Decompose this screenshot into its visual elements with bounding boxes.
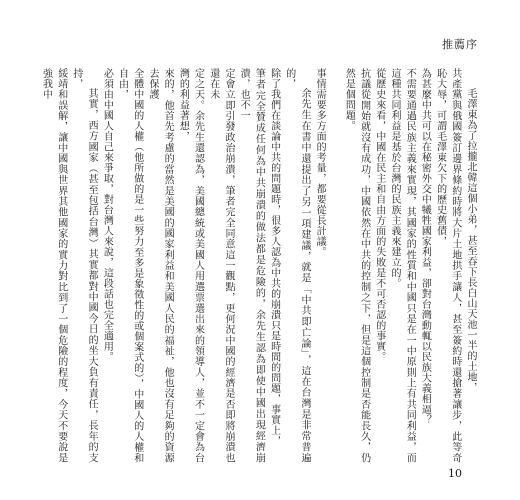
paragraph: 其實，西方國家（甚至包括台灣）其實都對中國今日的坐大負有責任，長年的支持， bbox=[70, 68, 98, 463]
paragraph: 抗議從開始就沒有成功，中國依然在中共的控制之下，但是這個控制是否能長久，仍然是個問題。 bbox=[343, 68, 370, 463]
page-header bbox=[0, 0, 520, 60]
paragraph: 除了我們在談論中共的問題時，很多人認為中共的崩潰只是時間的問題，事實上， bbox=[268, 68, 280, 446]
running-head-title: 推薦序 bbox=[442, 38, 478, 51]
paragraph: 必須由中國人自己來爭取，對台灣人來說，這段話也完全適用。 bbox=[101, 68, 113, 362]
paragraph: 綏靖和誤解，讓中國與世界其他國家的實力對比到了一個危險的程度，今天不要說是強我中 bbox=[40, 68, 67, 463]
paragraph: 為甚麼中共可以在秘密外交中犧牲國家利益，卻對台灣動輒以民族大義相逼？ bbox=[419, 68, 431, 425]
paragraph: 余先生在書中還提出了另一項建議，就是「中共即亡論」，這在台灣是非常普遍的， bbox=[283, 68, 310, 463]
paragraph: 定會立即引發政治崩潰，筆者完全同意這一觀點，更何況中國的經濟是否即將崩潰也還在未 bbox=[207, 68, 234, 463]
paragraph: 毛澤東為了拉攏北韓這個小弟，甚至吞下長白山天池一半的土地， bbox=[465, 88, 476, 393]
paragraph: 筆者完全贊成任何為中共崩潰的做法都是危險的，余先生認為即使中國出現經濟崩潰，也不一 bbox=[238, 68, 265, 463]
paragraph: 定之天。余先生還認為，美國總統或美國人用選票選出來的領導人，並不一定會為台灣的利益著想， bbox=[177, 68, 204, 463]
paragraph: 從歷史來看，中國在民主和自由方面的失敗是不可否認的事實。 bbox=[373, 68, 385, 362]
paragraph: 全體中國的人權（他所做的是一些努力至多是象徵性的或個案式的），中國人的人權和自由， bbox=[116, 68, 143, 463]
paragraph: 不需要通過民族主義來實現，其國家的性質和中國只是在一中原則上有共同利益，而這種共同利益是基於台灣的民族主義來建立的。 bbox=[388, 68, 416, 463]
paragraph: 來的，他首先考慮的當然是美國的國家利益和美國人民的福祉，他也沒有足夠的資源去保護 bbox=[146, 68, 174, 463]
paragraph: 事情需要多方面的考量，都要從長計議。 bbox=[314, 68, 326, 257]
paragraph: 共產黨與俄國簽訂邊界條約時將大片土地拱手讓人，甚至簽約時還搶著讓步，此等奇恥大辱，可謂毛澤東欠下的歷史舊債， bbox=[434, 68, 461, 463]
vertical-body-text bbox=[38, 68, 478, 463]
page-number: 10 bbox=[448, 467, 462, 480]
